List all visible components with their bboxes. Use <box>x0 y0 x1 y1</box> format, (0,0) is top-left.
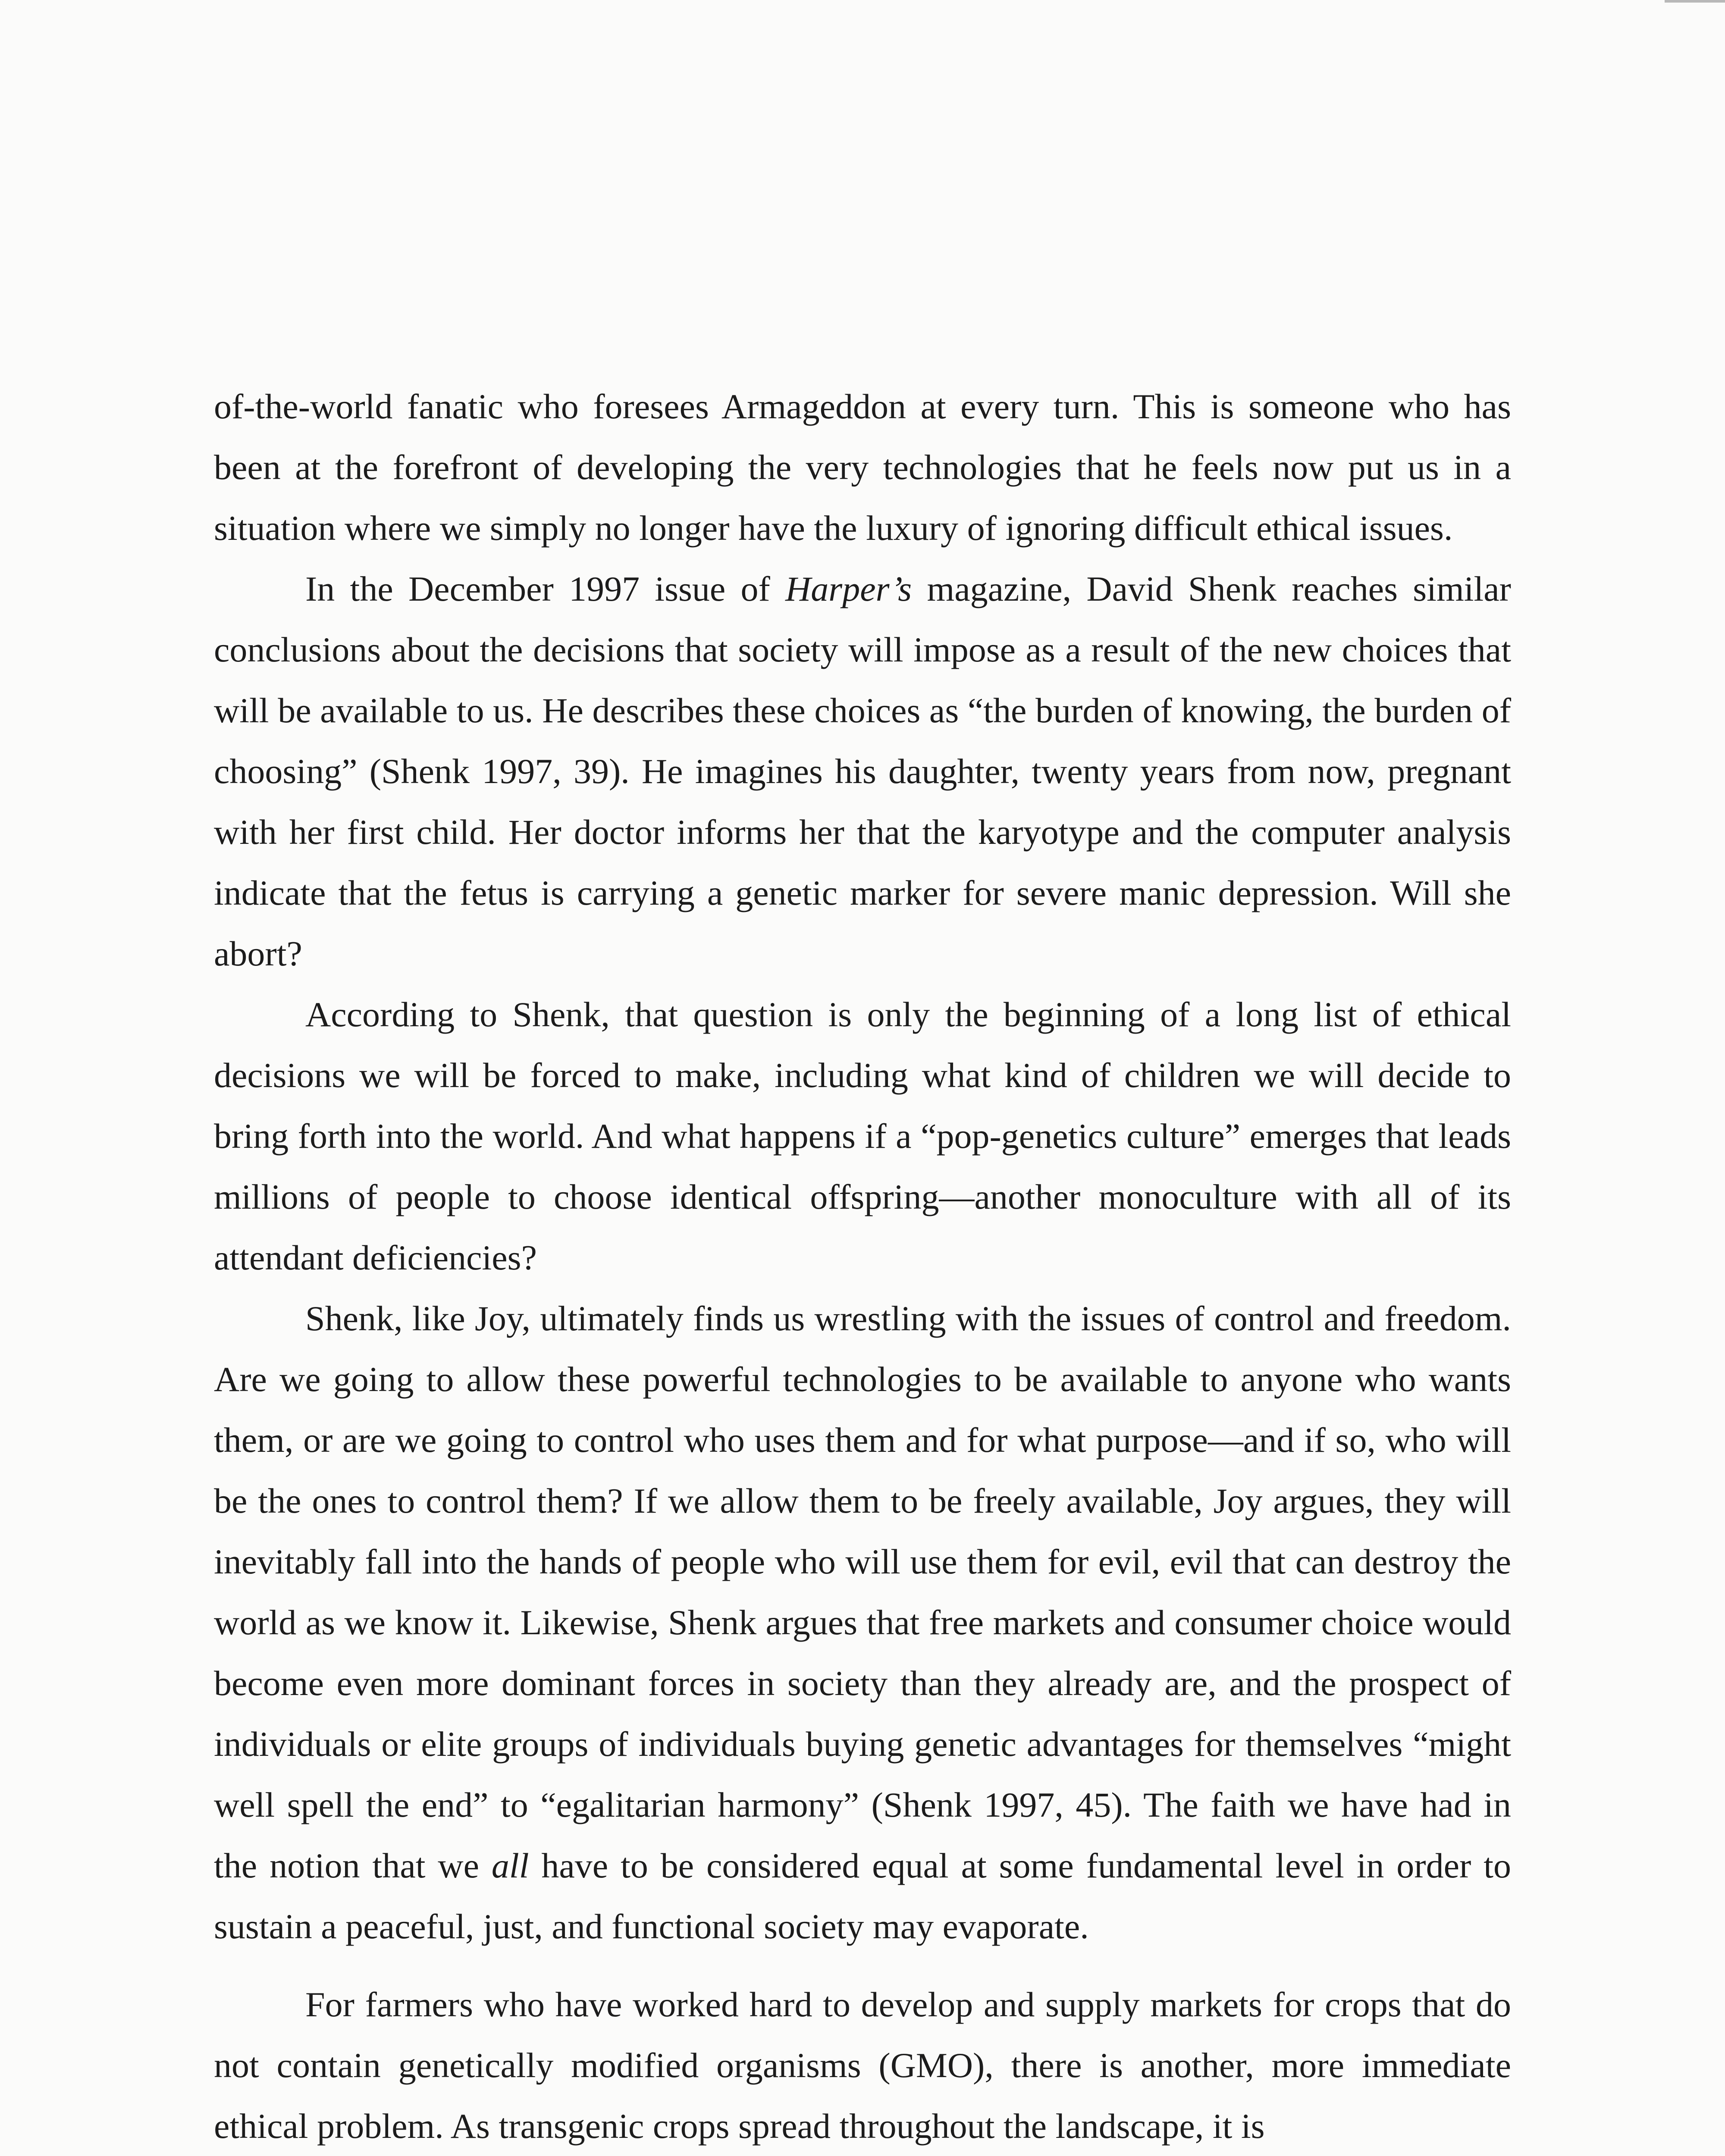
corner-rule <box>1665 0 1725 3</box>
emphasis-all: all <box>491 1846 529 1885</box>
paragraph-4-text-b: have to be considered equal at some fundamental level in order to sustain a peaceful, just, and functional society may evaporate. <box>214 1846 1511 1946</box>
paragraph-2-text-b: magazine, David Shenk reaches similar conclusions about the decisions that society will impose as a result of the new choices that will be available to us. He describes these choices as “the burden of knowing, the burden of choosing” (Shenk 1997, 39). He imagines his daughter, twenty years from now, pregnant with her first child. Her doctor informs her that the karyotype and the computer analysis indicate that the fetus is carrying a genetic marker for severe manic depression. Will she abort? <box>214 569 1511 973</box>
paragraph-5 <box>214 1974 1511 2156</box>
paragraph-3-text: According to Shenk, that question is only the beginning of a long list of ethical decisions we will be forced to make, including what kind of children we will decide to bring forth into the world. And what happens if a “pop-genetics culture” emerges that leads millions of people to choose identical offspring—another monoculture with all of its attendant deficiencies? <box>214 995 1511 1277</box>
paragraph-1-text: of-the-world fanatic who foresees Armageddon at every turn. This is someone who has been at the forefront of developing the very technologies that he feels now put us in a situation where we simply no longer have the luxury of ignoring difficult ethical issues. <box>214 387 1511 548</box>
paragraph-3 <box>214 984 1511 1288</box>
harpers-magazine-title: Harper’s <box>785 569 912 608</box>
body-text <box>214 376 1511 2156</box>
paragraph-4-text-a: Shenk, like Joy, ultimately finds us wrestling with the issues of control and freedom. Are we going to allow these powerful technologies to be available to anyone who wants them, or are we going to control who uses them and for what purpose—and if so, who will be the ones to control them? If we allow them to be freely available, Joy argues, they will inevitably fall into the hands of people who will use them for evil, evil that can destroy the world as we know it. Likewise, Shenk argues that free markets and consumer choice would become even more dominant forces in society than they already are, and the prospect of individuals or elite groups of individuals buying genetic advantages for themselves “might well spell the end” to “egalitarian harmony” (Shenk 1997, 45). The faith we have had in the notion that we <box>214 1299 1511 1885</box>
paragraph-5-text: For farmers who have worked hard to develop and supply markets for crops that do not contain genetically modified organisms (GMO), there is another, more immediate ethical problem. As transgenic crops spread throughout the landscape, it is <box>214 1985 1511 2146</box>
paragraph-2-text-a: In the December 1997 issue of <box>305 569 786 608</box>
paragraph-1 <box>214 376 1511 558</box>
paragraph-2 <box>214 558 1511 984</box>
paragraph-4 <box>214 1288 1511 1957</box>
